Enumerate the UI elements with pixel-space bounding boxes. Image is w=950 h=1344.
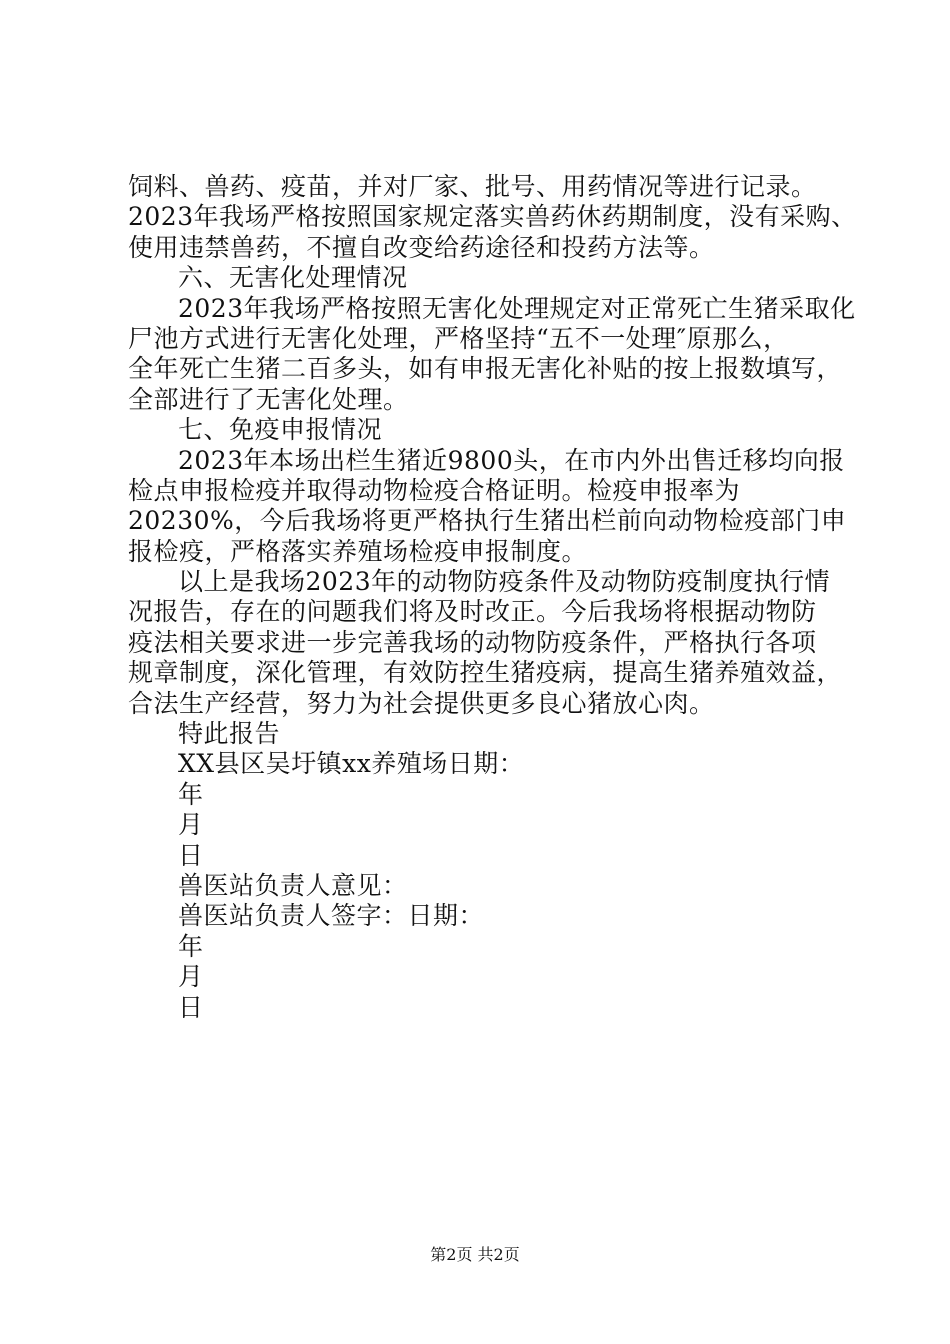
date-year-1: 年 [178, 779, 204, 809]
text-line-12: 20230%，今后我场将更严格执行生猪出栏前向动物检疫部门申 [128, 506, 847, 536]
text-line-18: 合法生产经营，努力为社会提供更多良心猪放心肉。 [128, 688, 715, 718]
text-line-11: 检点申报检疫并取得动物检疫合格证明。检疫申报率为 [128, 475, 741, 505]
text-line-6: 尸池方式进行无害化处理，严格坚持“五不一处理″原那么， [128, 323, 789, 353]
date-month-2: 月 [178, 962, 204, 992]
text-line-16: 疫法相关要求进一步完善我场的动物防疫条件，严格执行各项 [128, 627, 817, 657]
text-line-1: 饲料、兽药、疫苗，并对厂家、批号、用药情况等进行记录。 [128, 172, 817, 201]
text-line-8: 全部进行了无害化处理。 [128, 384, 409, 414]
text-line-14: 以上是我场2023年的动物防疫条件及动物防疫制度执行情 [178, 567, 831, 597]
section-heading-seven: 七、免疫申报情况 [178, 415, 383, 445]
text-line-10: 2023年本场出栏生猪近9800头，在市内外出售迁移均向报 [178, 445, 845, 475]
closing-statement: 特此报告 [178, 719, 281, 749]
date-day-1: 日 [178, 840, 204, 870]
text-line-15: 况报告，存在的问题我们将及时改正。今后我场将根据动物防 [128, 597, 817, 627]
farm-signature-line: XX县区吴圩镇xx养殖场日期： [178, 749, 525, 779]
vet-opinion-line: 兽医站负责人意见： [178, 870, 408, 900]
text-line-17: 规章制度，深化管理，有效防控生猪疫病，提高生猪养殖效益， [128, 658, 843, 688]
text-line-13: 报检疫，严格落实养殖场检疫申报制度。 [128, 536, 588, 566]
page-number-footer: 第2页 共2页 [430, 1245, 520, 1264]
vet-signature-line: 兽医站负责人签字：日期： [178, 901, 485, 931]
section-heading-six: 六、无害化处理情况 [178, 263, 408, 293]
document-body [128, 172, 857, 1023]
text-line-5: 2023年我场严格按照无害化处理规定对正常死亡生猪采取化 [178, 293, 856, 323]
date-month-1: 月 [178, 810, 204, 840]
text-line-3: 使用违禁兽药，不擅自改变给药途径和投药方法等。 [128, 232, 715, 262]
date-year-2: 年 [178, 931, 204, 961]
text-line-2: 2023年我场严格按照国家规定落实兽药休药期制度，没有采购、 [128, 202, 857, 232]
text-line-7: 全年死亡生猪二百多头，如有申报无害化补贴的按上报数填写， [128, 354, 843, 384]
date-day-2: 日 [178, 992, 204, 1022]
